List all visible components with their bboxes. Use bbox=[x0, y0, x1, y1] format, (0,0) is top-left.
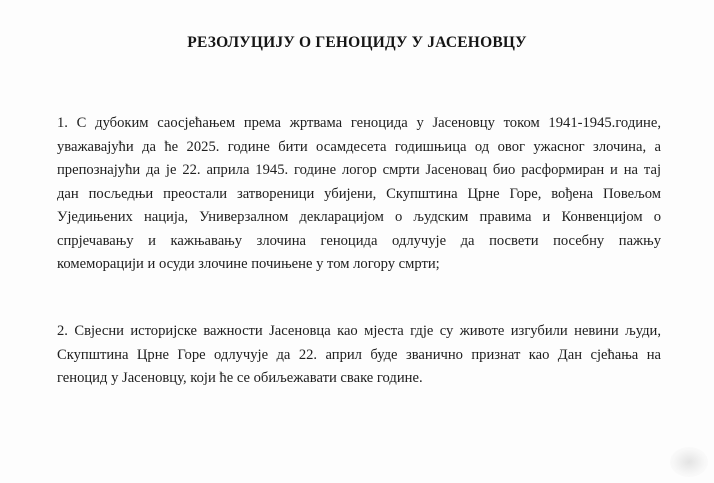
paragraph-1-line: дан посљедњи преостали затвореници убијени, Скупштина Црне Горе, вођена Повељом bbox=[57, 185, 661, 202]
paragraph-2-line: геноцид у Јасеновцу, који ће се обиљежавати сваке године. bbox=[57, 370, 423, 386]
paragraph-1-line: препознајући да је 22. априла 1945. године логор смрти Јасеновац био расформиран и на тај bbox=[57, 162, 661, 178]
paragraph-1 bbox=[57, 112, 661, 277]
paragraph-2-line: 2. Свјесни историјске важности Јасеновца као мјеста гдје су животе изгубили невини људи, bbox=[57, 323, 661, 339]
paragraph-2 bbox=[57, 320, 661, 391]
scan-smudge bbox=[670, 447, 708, 477]
document-title: РЕЗОЛУЦИЈУ О ГЕНОЦИДУ У ЈАСЕНОВЦУ bbox=[187, 34, 527, 51]
paragraph-1-line: Уједињених нација, Универзалном декларацијом о људским правима и Конвенцијом о bbox=[57, 209, 661, 225]
paragraph-2-line: Скупштина Црне Горе одлучује да 22. април буде званично признат као Дан сјећања на bbox=[57, 346, 661, 363]
paragraph-1-line: уважавајући да ће 2025. године бити осамдесета годишњица од овог ужасног злочина, а bbox=[57, 138, 661, 155]
paragraph-1-line: комеморацији и осуди злочине почињене у том логору смрти; bbox=[57, 256, 440, 272]
paragraph-1-line: 1. С дубоким саосјећањем према жртвама геноцида у Јасеновцу током 1941-1945.године, bbox=[57, 115, 661, 131]
paragraph-1-line: спрјечавању и кажњавању злочина геноцида одлучује да посвети посебну пажњу bbox=[57, 232, 661, 249]
